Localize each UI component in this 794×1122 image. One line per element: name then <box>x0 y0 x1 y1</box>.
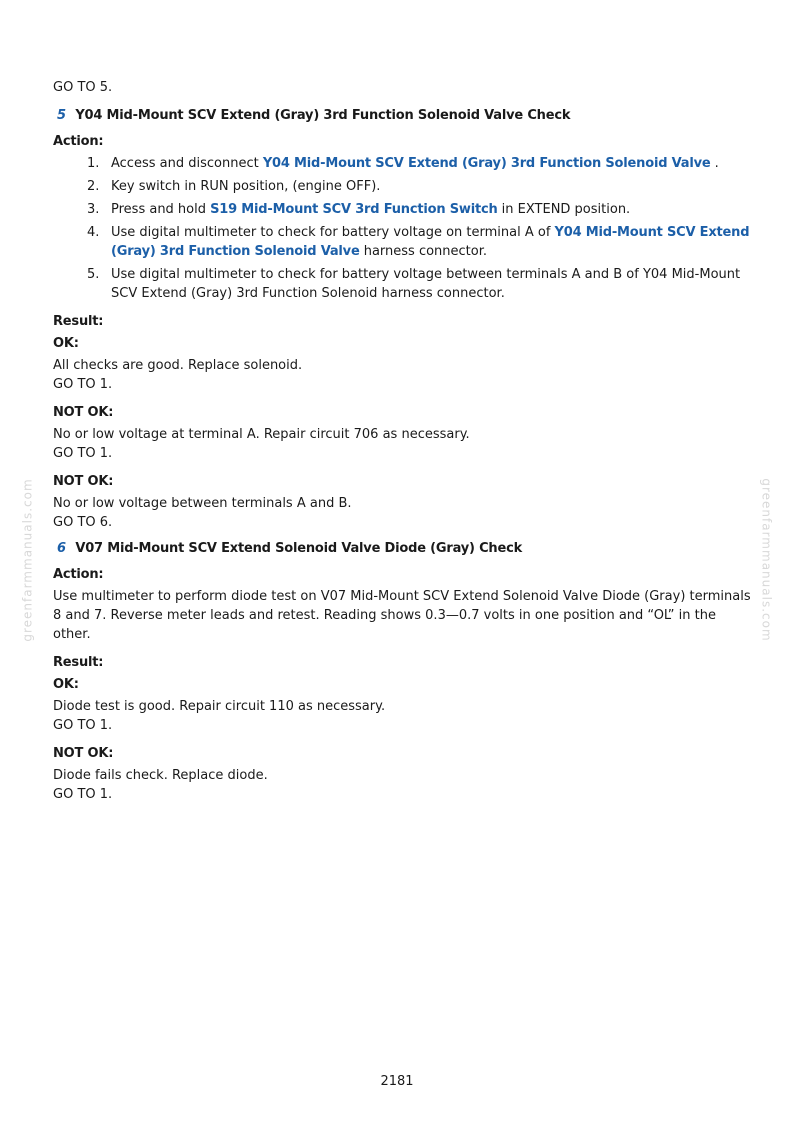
step-5 <box>53 106 753 532</box>
link-s19-switch[interactable]: S19 Mid-Mount SCV 3rd Function Switch <box>210 202 498 217</box>
action-item-text: in EXTEND position. <box>497 202 631 217</box>
step-6-action-text: Use multimeter to perform diode test on V07 Mid-Mount SCV Extend Solenoid Valve Diode (Gray) terminals 8 and 7. Reverse meter leads and retest. Reading shows 0.3—0.7 volts in one position and “OL” in the other. <box>53 589 751 642</box>
link-y04-solenoid-valve[interactable]: Y04 Mid-Mount SCV Extend (Gray) 3rd Function Solenoid Valve <box>111 225 750 259</box>
step-6 <box>53 539 753 804</box>
action-item-text: Use digital multimeter to check for battery voltage between terminals A and B of Y04 Mid-Mount SCV Extend (Gray) 3rd Function Solenoid harness connector. <box>111 267 741 301</box>
step-5-notok-1-goto: GO TO 1. <box>53 446 113 461</box>
action-item-text: . <box>710 156 719 171</box>
step-5-ok-goto: GO TO 1. <box>53 377 113 392</box>
step-6-action-label: Action: <box>53 567 104 582</box>
page-content <box>53 78 753 804</box>
action-item-1 <box>53 154 753 173</box>
action-item-text: Use digital multimeter to check for battery voltage on terminal A of <box>111 225 555 240</box>
step-6-number: 6 <box>57 541 66 556</box>
action-item-2 <box>53 177 753 196</box>
step-6-result-label: Result: <box>53 655 104 670</box>
watermark-right: greenfarmmanuals.com <box>759 478 774 642</box>
link-y04-solenoid-valve[interactable]: Y04 Mid-Mount SCV Extend (Gray) 3rd Function Solenoid Valve <box>262 156 711 171</box>
step-5-notok-1-label: NOT OK: <box>53 405 114 420</box>
step-6-title-text: V07 Mid-Mount SCV Extend Solenoid Valve Diode (Gray) Check <box>75 541 523 556</box>
step-6-ok-label: OK: <box>53 677 79 692</box>
goto-link: GO TO 5. <box>53 80 113 95</box>
action-item-4 <box>53 223 753 261</box>
step-6-ok-text: Diode test is good. Repair circuit 110 as necessary. <box>53 699 386 714</box>
step-5-title <box>53 106 753 125</box>
step-5-title-text: Y04 Mid-Mount SCV Extend (Gray) 3rd Function Solenoid Valve Check <box>75 108 571 123</box>
action-item-text: Press and hold <box>111 202 211 217</box>
step-6-notok-label: NOT OK: <box>53 746 114 761</box>
step-5-number: 5 <box>57 108 66 123</box>
step-6-ok-goto: GO TO 1. <box>53 718 113 733</box>
step-5-action-list <box>53 154 753 303</box>
action-item-text: Key switch in RUN position, (engine OFF). <box>111 179 381 194</box>
step-5-notok-1-text: No or low voltage at terminal A. Repair circuit 706 as necessary. <box>53 427 470 442</box>
step-5-notok-2-goto: GO TO 6. <box>53 515 113 530</box>
action-item-5 <box>53 265 753 303</box>
step-5-notok-2-text: No or low voltage between terminals A and B. <box>53 496 352 511</box>
action-item-number: 3. <box>87 202 100 217</box>
step-6-notok-goto: GO TO 1. <box>53 787 113 802</box>
step-5-result-label: Result: <box>53 314 104 329</box>
action-item-text: harness connector. <box>359 244 488 259</box>
action-item-text: Access and disconnect <box>111 156 263 171</box>
action-item-number: 4. <box>87 225 100 240</box>
step-5-ok-label: OK: <box>53 336 79 351</box>
step-5-notok-2-label: NOT OK: <box>53 474 114 489</box>
action-item-3 <box>53 200 753 219</box>
watermark-left: greenfarmmanuals.com <box>20 478 35 642</box>
step-6-notok-text: Diode fails check. Replace diode. <box>53 768 268 783</box>
step-5-ok-text: All checks are good. Replace solenoid. <box>53 358 303 373</box>
action-item-number: 1. <box>87 156 100 171</box>
page-number: 2181 <box>380 1074 414 1089</box>
step-6-title <box>53 539 753 558</box>
action-item-number: 5. <box>87 267 100 282</box>
action-item-number: 2. <box>87 179 100 194</box>
step-5-action-label: Action: <box>53 134 104 149</box>
